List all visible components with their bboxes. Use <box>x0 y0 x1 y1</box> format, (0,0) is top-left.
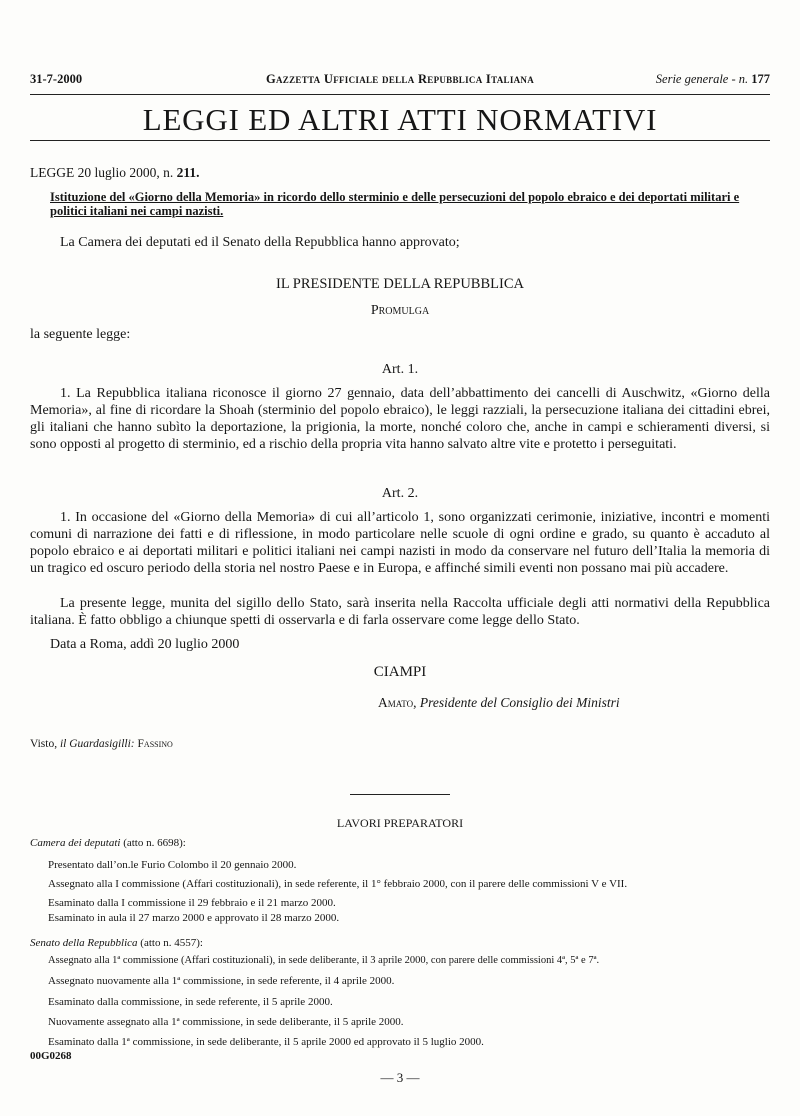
camera-step: Assegnato alla I commissione (Affari costituzionali), in sede referente, il 1° febbraio 2000, con il parere delle commissioni V e VII. <box>48 878 628 890</box>
law-id <box>30 165 200 181</box>
gazette-name: Gazzetta Ufficiale della Repubblica Italiana <box>265 72 535 86</box>
law-id-prefix: LEGGE 20 luglio 2000, n. <box>30 165 174 180</box>
law-title: Istituzione del «Giorno della Memoria» in ricordo dello sterminio e delle persecuzioni del popolo ebraico e dei deportati militari e politici italiani nei campi nazisti. <box>50 190 740 218</box>
document-code: 00G0268 <box>30 1050 72 1062</box>
preamble-following: la seguente legge: <box>30 327 131 342</box>
date-place: Data a Roma, addì 20 luglio 2000 <box>50 637 240 652</box>
law-id-number: 211. <box>176 165 200 180</box>
preparatory-heading: LAVORI PREPARATORI <box>336 816 464 830</box>
section-rule <box>30 140 770 141</box>
article-2-heading: Art. 2. <box>381 486 419 501</box>
preamble-approval: La Camera dei deputati ed il Senato della Repubblica hanno approvato; <box>60 235 460 250</box>
preamble-promulga: Promulga <box>370 303 430 318</box>
camera-step: Presentato dall’on.le Furio Colombo il 20 gennaio 2000. <box>48 859 297 871</box>
senato-step: Assegnato alla 1ª commissione (Affari costituzionali), in sede deliberante, il 3 aprile 2000, con parere delle commissioni 4ª, 5ª e 7ª. <box>48 955 600 966</box>
senato-step: Assegnato nuovamente alla 1ª commissione, in sede referente, il 4 aprile 2000. <box>48 975 395 987</box>
visto-prefix: Visto, <box>30 738 58 750</box>
camera-name: Camera dei deputati <box>30 837 121 849</box>
signature-amato <box>378 694 620 711</box>
senato-step: Esaminato dalla 1ª commissione, in sede deliberante, il 5 aprile 2000 ed approvato il 5 luglio 2000. <box>48 1036 484 1048</box>
page-number: — 3 — <box>380 1070 420 1085</box>
camera-act: (atto n. 6698): <box>123 837 186 849</box>
series-number: 177 <box>751 72 770 86</box>
header-date: 31-7-2000 <box>30 72 83 86</box>
senato-step: Esaminato dalla commissione, in sede referente, il 5 aprile 2000. <box>48 996 333 1008</box>
series-text: Serie generale - n. <box>655 72 749 86</box>
visto-line <box>30 736 173 753</box>
section-title: LEGGI ED ALTRI ATTI NORMATIVI <box>142 102 658 137</box>
page-header <box>30 72 770 90</box>
article-1-heading: Art. 1. <box>381 362 419 377</box>
preamble-president: IL PRESIDENTE DELLA REPUBBLICA <box>276 276 524 292</box>
visto-role: il Guardasigilli: <box>59 738 135 750</box>
header-rule <box>30 94 770 95</box>
senato-name: Senato della Repubblica <box>30 937 138 949</box>
pm-name: Amato, <box>378 695 417 710</box>
seal-text: La presente legge, munita del sigillo dello Stato, sarà inserita nella Raccolta ufficiale degli atti normativi della Repubblica italiana. È fatto obbligo a chiunque spetti di osservarla e di farla osservare come legge dello Stato. <box>30 596 770 628</box>
camera-step: Esaminato in aula il 27 marzo 2000 e approvato il 28 marzo 2000. <box>48 912 340 924</box>
visto-name: Fassino <box>137 738 173 750</box>
senato-act: (atto n. 4557): <box>140 937 203 949</box>
signature-ciampi: CIAMPI <box>373 664 427 680</box>
senato-step: Nuovamente assegnato alla 1ª commissione, in sede deliberante, il 5 aprile 2000. <box>48 1016 404 1028</box>
camera-label <box>30 836 186 850</box>
pm-title: Presidente del Consiglio dei Ministri <box>419 695 620 710</box>
article-2-paragraph: 1. In occasione del «Giorno della Memoria» di cui all’articolo 1, sono organizzati cerimonie, iniziative, incontri e momenti comuni di narrazione dei fatti e di riflessione, in modo particolare nelle scuole di ogni ordine e grado, su quanto è accaduto al popolo ebraico e ai deportati militari e politici italiani nei campi nazisti in modo da conservare nel futuro dell’Italia la memoria di un tragico ed oscuro periodo della storia nel nostro Paese e in Europa, e affinché simili eventi non possano mai più accadere. <box>30 510 770 576</box>
article-1-paragraph: 1. La Repubblica italiana riconosce il giorno 27 gennaio, data dell’abbattimento dei cancelli di Auschwitz, «Giorno della Memoria», al fine di ricordare la Shoah (sterminio del popolo ebraico), le leggi razziali, la persecuzione italiana dei cittadini ebrei, gli italiani che hanno subìto la deportazione, la prigionia, la morte, nonché coloro che, anche in campi e schieramenti diversi, si sono opposti al progetto di sterminio, ed a rischio della propria vita hanno salvato altre vite e protetto i perseguitati. <box>30 386 770 452</box>
camera-step: Esaminato dalla I commissione il 29 febbraio e il 21 marzo 2000. <box>48 897 336 909</box>
senato-label <box>30 936 203 950</box>
preparatory-rule <box>350 794 450 795</box>
series-label <box>656 72 770 87</box>
